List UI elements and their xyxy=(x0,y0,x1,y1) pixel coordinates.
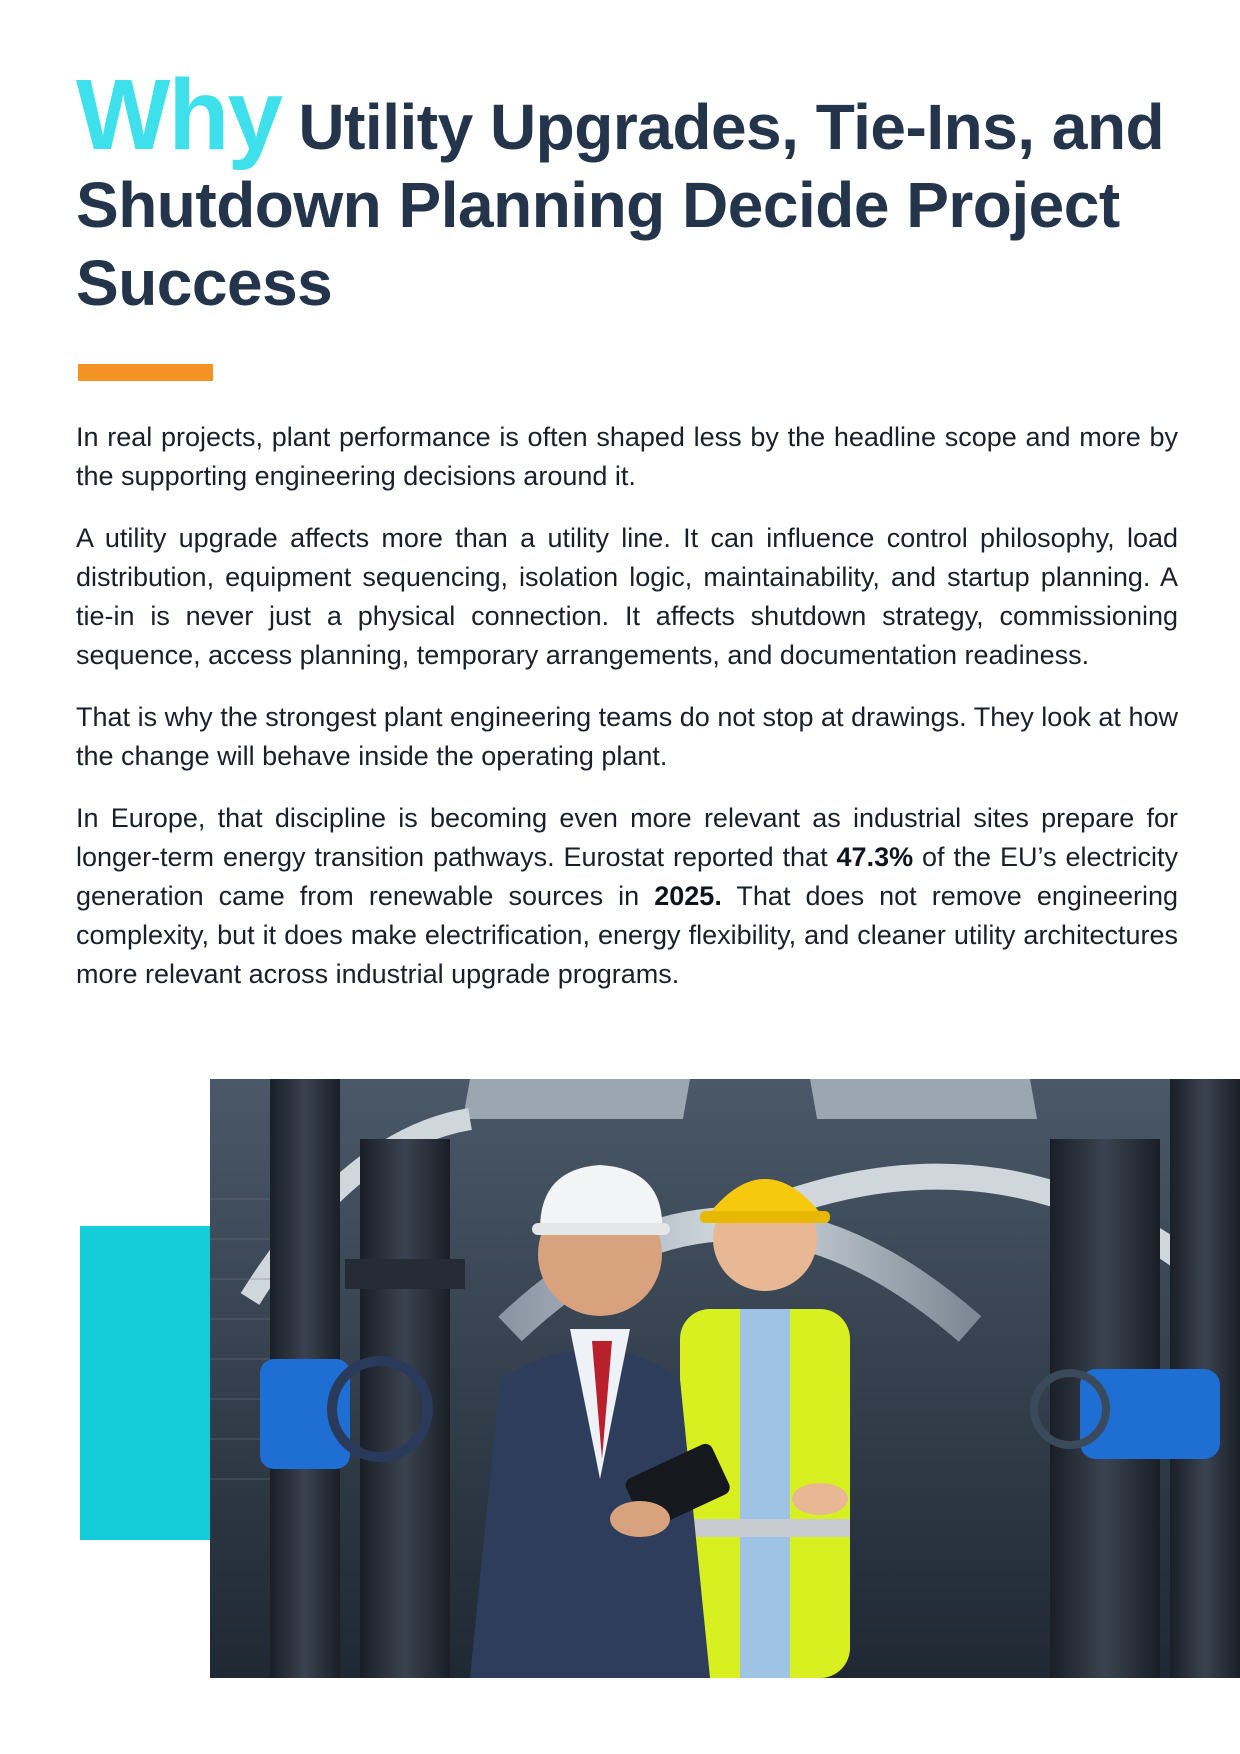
page-title xyxy=(76,59,1176,322)
article-body xyxy=(76,418,1178,1017)
stat-year: 2025. xyxy=(654,881,722,911)
stat-renewable-share: 47.3% xyxy=(836,842,914,872)
paragraph-3: That is why the strongest plant engineering teams do not stop at drawings. They look at how the change will behave inside the operating plant. xyxy=(76,702,1178,771)
paragraph-4-text-c: That does not remove engineering complexity, but it does make electrification, energy flexibility, and cleaner utility architectures more relevant across industrial upgrade programs. xyxy=(76,881,1178,989)
engineers-photo xyxy=(210,1079,1240,1678)
title-accent-word: Why xyxy=(76,59,282,171)
paragraph-1: In real projects, plant performance is often shaped less by the headline scope and more by the supporting engineering decisions around it. xyxy=(76,422,1178,491)
paragraph-4-text-a: In Europe, that discipline is becoming even more relevant as industrial sites prepare for longer-term energy transition pathways. Eurostat reported that xyxy=(76,803,1178,872)
title-main-text: Utility Upgrades, Tie-Ins, and Shutdown Planning Decide Project Success xyxy=(76,91,1165,319)
paragraph-4 xyxy=(76,799,1178,994)
paragraph-4-text-b: of the EU’s electricity generation came from renewable sources in xyxy=(76,842,1178,911)
title-underline-rule xyxy=(78,364,213,381)
paragraph-2: A utility upgrade affects more than a utility line. It can influence control philosophy, load distribution, equipment sequencing, isolation logic, maintainability, and startup planning. A tie-in is never just a physical connection. It affects shutdown strategy, commissioning sequence, access planning, temporary arrangements, and documentation readiness. xyxy=(76,523,1178,670)
decorative-cyan-block xyxy=(80,1226,210,1540)
engineers-photo-illustration xyxy=(210,1079,1240,1678)
